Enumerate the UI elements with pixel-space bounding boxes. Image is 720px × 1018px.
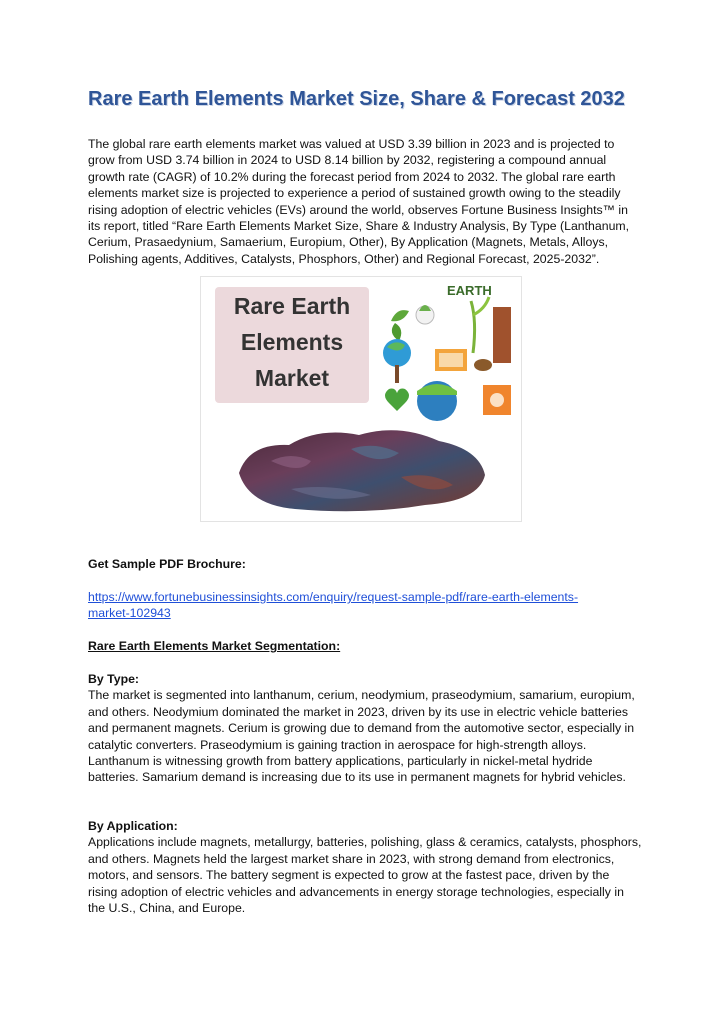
segmentation-heading: Rare Earth Elements Market Segmentation: — [88, 639, 341, 653]
page-title: Rare Earth Elements Market Size, Share & Forecast 2032 — [88, 88, 625, 110]
seed-icon — [474, 359, 492, 371]
by-application-heading: By Application: — [88, 819, 178, 833]
leaf-icon — [391, 310, 409, 321]
figure-title-line: Market — [254, 365, 330, 391]
by-application-section — [88, 818, 642, 916]
heart-icon — [385, 389, 409, 412]
rare-earth-rock-image — [231, 425, 493, 515]
wood-pillar-icon — [493, 307, 511, 363]
market-illustration — [200, 276, 522, 522]
by-type-section — [88, 671, 642, 786]
bamboo-icon — [471, 301, 475, 353]
sample-pdf-link[interactable]: https://www.fortunebusinessinsights.com/enquiry/request-sample-pdf/rare-earth-elements-market-102943 — [88, 590, 579, 621]
earth-collage-image — [379, 281, 519, 423]
leaf-icon — [392, 323, 401, 341]
figure-title-line: Elements — [240, 329, 344, 355]
earth-word: EARTH — [447, 283, 492, 298]
by-type-text: The market is segmented into lanthanum, cerium, neodymium, praseodymium, samarium, europium, and others. Neodymium dominated the market in 2023, driven by its use in electric vehicle batteries and permanent magnets. Cerium is growing due to demand from the automotive sector, especially in catalytic converters. Praseodymium is gaining traction in aerospace for high-strength alloys. Lanthanum is witnessing growth from battery applications, particularly in nickel-metal hydride batteries. Samarium demand is increasing due to its use in permanent magnets for hybrid vehicles. — [88, 688, 635, 785]
figure-title-box — [215, 287, 369, 403]
sample-brochure-heading: Get Sample PDF Brochure: — [88, 557, 246, 571]
figure-title-line: Rare Earth — [233, 293, 351, 319]
intro-paragraph: The global rare earth elements market was valued at USD 3.39 billion in 2023 and is projected to grow from USD 3.74 billion in 2024 to USD 8.14 billion by 2032, registering a compound annual growth rate (CAGR) of 10.2% during the forecast period from 2024 to 2032. The global rare earth elements market size is projected to experience a period of sustained growth owing to the steadily rising adoption of electric vehicles (EVs) around the world, observes Fortune Business Insights™ in its report, titled “Rare Earth Elements Market Size, Share & Industry Analysis, By Type (Lanthanum, Cerium, Prasaedynium, Samaerium, Europium, Other), By Application (Magnets, Metals, Alloys, Polishing agents, Additives, Catalysts, Phosphors, Other) and Regional Forecast, 2025-2032”. — [88, 137, 630, 266]
by-application-text: Applications include magnets, metallurgy, batteries, polishing, glass & ceramics, catalysts, phosphors, and others. Magnets held the largest market share in 2023, with strong demand from electronics, motors, and sensors. The battery segment is expected to grow at the fastest pace, driven by the rising adoption of electric vehicles and advancements in energy storage technologies, especially in the U.S., China, and Europe. — [88, 835, 642, 916]
by-type-heading: By Type: — [88, 672, 140, 686]
